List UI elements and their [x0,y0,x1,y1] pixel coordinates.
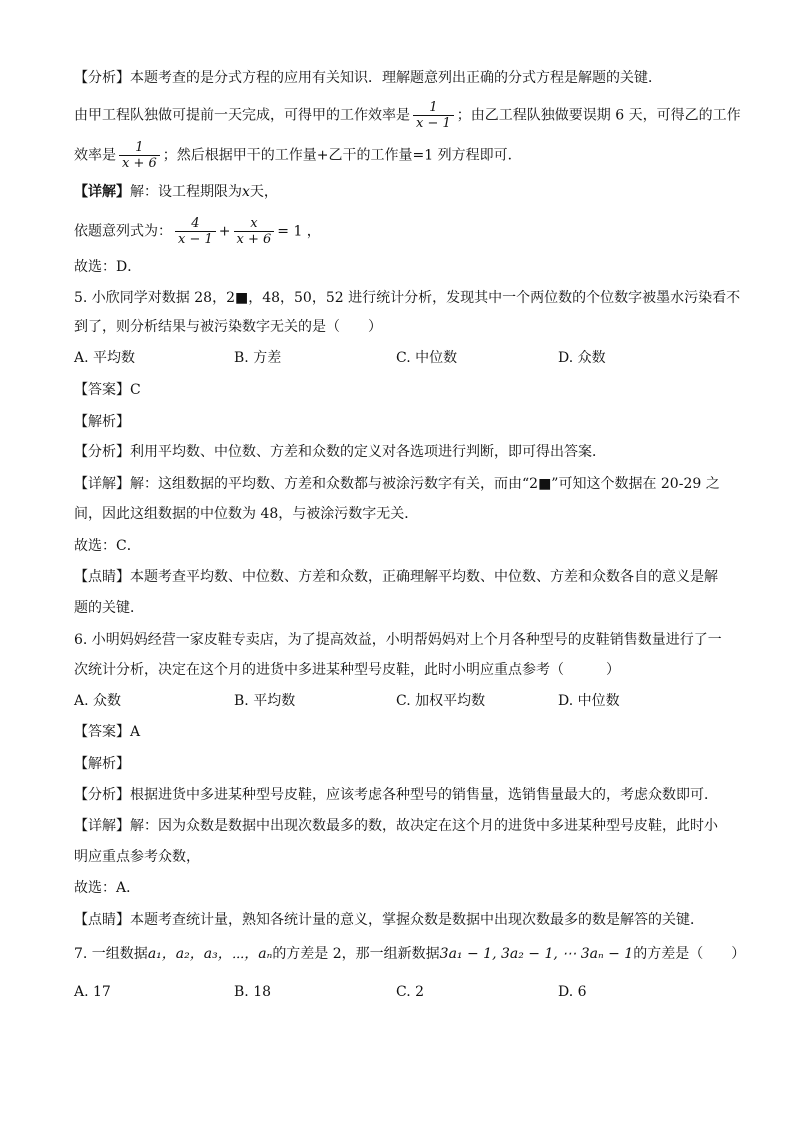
detail-q6-line-1: 【详解】解：因为众数是数据中出现次数最多的数，故决定在这个月的进货中多进某种型号皮鞋，此时小 [74,818,718,834]
solution-header-q5: 【解析】 [74,414,130,430]
detail-q5-line-1: 【详解】解：这组数据的平均数、方差和众数都与被涂污数字有关，而由“2■”可知这个数据在 20-29 之 [74,476,720,492]
comment-q5-line-1: 【点睛】本题考查平均数、中位数、方差和众数，正确理解平均数、中位数、方差和众数各自的意义是解 [74,569,718,585]
fraction-x-over-x-plus-6: $\frac{x}{x + 6}$ [234,216,275,247]
answer-q6: 【答案】A [74,724,141,740]
option-b: B. 方差 [234,350,282,366]
option-c: C. 2 [396,984,425,1000]
choice-q6: 故选：A． [74,880,141,896]
option-c: C. 加权平均数 [396,693,486,709]
option-c: C. 中位数 [396,350,458,366]
comment-q5-line-2: 题的关键． [74,600,144,616]
choice-line-q4: 故选：D． [74,259,142,275]
option-d: D. 众数 [558,350,606,366]
detail-tag: 【详解】 [74,184,130,200]
fraction-1-over-x-plus-6: $\frac{1}{x + 6}$ [119,140,160,171]
variable-x: x [242,184,250,200]
option-d: D. 中位数 [558,693,620,709]
fraction-1-over-x-minus-1: $\frac{1}{x - 1}$ [413,100,454,131]
fraction-4-over-x-minus-1: $\frac{4}{x - 1}$ [175,216,216,247]
detail-q6-line-2: 明应重点参考众数， [74,849,200,865]
question-7-line: 7. 一组数据a₁，a₂，a₃，⋯，aₙ的方差是 2，那一组新数据3a₁ − 1, 3a₂ − 1, ⋯ 3aₙ − 1的方差是（ ） [74,946,746,962]
text-line-efficiency-a [74,100,741,131]
comment-q6: 【点睛】本题考查统计量，熟知各统计量的意义，掌握众数是数据中出现次数最多的数是解答的关键． [74,912,704,928]
question-6-options [74,691,734,711]
detail-line-q4: 【详解】解：设工程期限为x天， [74,184,278,200]
text-segment: 由甲工程队独做可提前一天完成，可得甲的工作效率是 [74,107,410,124]
analysis-line-q4: 【分析】本题考查的是分式方程的应用有关知识．理解题意列出正确的分式方程是解题的关键． [74,70,662,86]
question-6-line-1: 6. 小明妈妈经营一家皮鞋专卖店，为了提高效益，小明帮妈妈对上个月各种型号的皮鞋销售数量进行了一 [74,632,722,648]
text-segment: ；由乙工程队独做要误期 6 天，可得乙的工作 [456,107,741,124]
analysis-q6: 【分析】根据进货中多进某种型号皮鞋，应该考虑各种型号的销售量，选销售量最大的，考虑众数即可． [74,787,718,803]
data-variables: a₁，a₂，a₃，⋯，aₙ [147,946,273,962]
option-d: D. 6 [558,984,587,1000]
choice-q5: 故选：C． [74,538,141,554]
question-5-line-1: 5. 小欣同学对数据 28，2■，48，50，52 进行统计分析，发现其中一个两位数的个位数字被墨水污染看不 [74,290,741,306]
equation-line: 依题意列式为： $\frac{4}{x - 1}$ + $\frac{x}{x + 6}$ = 1 ， [74,216,321,247]
question-7-options [74,982,734,1002]
answer-q5: 【答案】C [74,382,141,398]
solution-header-q6: 【解析】 [74,756,130,772]
question-6-line-2: 次统计分析，决定在这个月的进货中多进某种型号皮鞋，此时小明应重点参考（ ） [74,662,620,678]
option-a: A. 平均数 [74,350,136,366]
option-a: A. 17 [74,984,111,1000]
option-a: A. 众数 [74,693,122,709]
option-b: B. 平均数 [234,693,296,709]
detail-q5-line-2: 间，因此这组数据的中位数为 48，与被涂污数字无关． [74,506,419,522]
text-segment: 效率是 [74,147,116,164]
text-segment: ；然后根据甲干的工作量+乙干的工作量=1 列方程即可． [162,147,522,164]
question-5-line-2: 到了，则分析结果与被污染数字无关的是（ ） [74,319,382,335]
option-b: B. 18 [234,984,272,1000]
new-data-expression: 3a₁ − 1, 3a₂ − 1, ⋯ 3aₙ − 1 [439,946,634,962]
analysis-q5: 【分析】利用平均数、中位数、方差和众数的定义对各选项进行判断，即可得出答案． [74,444,606,460]
question-5-options [74,348,734,368]
text-line-efficiency-b [74,140,734,171]
